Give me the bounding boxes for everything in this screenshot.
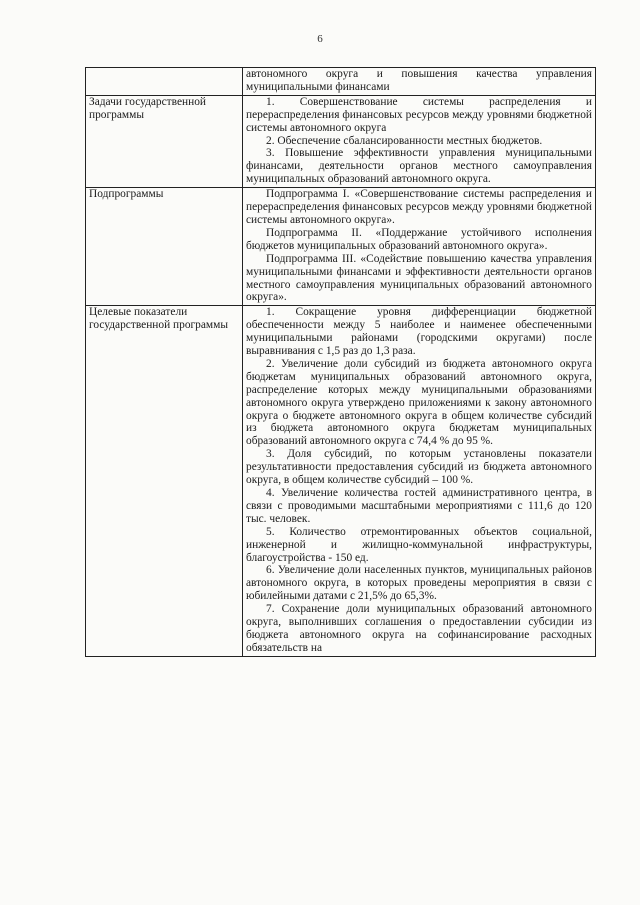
table-row-continuation	[86, 68, 596, 96]
paragraph: Подпрограмма I. «Совершенствование системы распределения и перераспределения финансовых ресурсов между уровнями бюджетной системы автономного округа».	[246, 188, 592, 226]
paragraph: 2. Обеспечение сбалансированности местных бюджетов.	[266, 134, 543, 147]
row-label: Подпрограммы	[86, 188, 243, 306]
paragraph: 1. Сокращение уровня дифференциации бюджетной обеспеченности между 5 наиболее и наименее обеспеченными муниципальными районами (городскими округами) после выравнивания с 1,5 раз до 1,3 раза.	[246, 306, 592, 358]
page-number: 6	[317, 33, 323, 45]
row-label	[86, 68, 243, 96]
paragraph: автономного округа и повышения качества управления муниципальными финансами	[246, 68, 592, 93]
row-content	[243, 68, 596, 96]
paragraph: 6. Увеличение доли населенных пунктов, муниципальных районов автономного округа, в которых проведены мероприятия в связи с юбилейными датами с 21,5% до 65,3%.	[246, 564, 592, 603]
paragraph: 2. Увеличение доли субсидий из бюджета автономного округа бюджетам муниципальных образований автономного округа, распределение которых между муниципальными образованиями автономного округа утверждено приложениями к закону автономного округа о бюджете автономного округа в общем количестве субсидий из бюджета автономного округа бюджетам муниципальных образований автономного округа с 74,4 % до 95 %.	[246, 357, 592, 448]
paragraph: Подпрограмма III. «Содействие повышению качества управления муниципальными финансами и эффективности деятельности органов местного самоуправления муниципальных образований автономного округа».	[246, 252, 592, 304]
paragraph: 4. Увеличение количества гостей административного центра, в связи с проводимыми масштабными мероприятиями с 111,6 до 120 тыс. человек.	[246, 487, 592, 525]
paragraph: 3. Доля субсидий, по которым установлены показатели результативности предоставления субсидий из бюджета автономного округа, в общем количестве субсидий – 100 %.	[246, 448, 592, 487]
row-label: Задачи государственной программы	[86, 95, 243, 187]
table-row-target-indicators	[86, 306, 596, 656]
paragraph: 3. Повышение эффективности управления муниципальными финансами, деятельности органов местного самоуправления муниципальных образований автономного округа.	[246, 147, 592, 186]
paragraph: 1. Совершенствование системы распределения и перераспределения финансовых ресурсов между уровнями бюджетной системы автономного округа	[246, 95, 592, 134]
paragraph: 5. Количество отремонтированных объектов социальной, инженерной и жилищно-коммунальной инфраструктуры, благоустройства - 150 ед.	[246, 525, 592, 564]
paragraph: 7. Сохранение доли муниципальных образований автономного округа, выполнивших соглашения о предоставлении субсидии из бюджета автономного округа на софинансирование расходных обязательств на	[246, 603, 592, 654]
row-label: Целевые показатели государственной программы	[86, 306, 243, 656]
row-content	[243, 188, 596, 306]
row-content	[243, 306, 596, 656]
table-row-subprograms	[86, 188, 596, 306]
program-passport-table	[85, 67, 596, 657]
row-content	[243, 95, 596, 187]
paragraph: Подпрограмма II. «Поддержание устойчивого исполнения бюджетов муниципальных образований автономного округа».	[246, 226, 592, 252]
table-row-tasks	[86, 95, 596, 187]
